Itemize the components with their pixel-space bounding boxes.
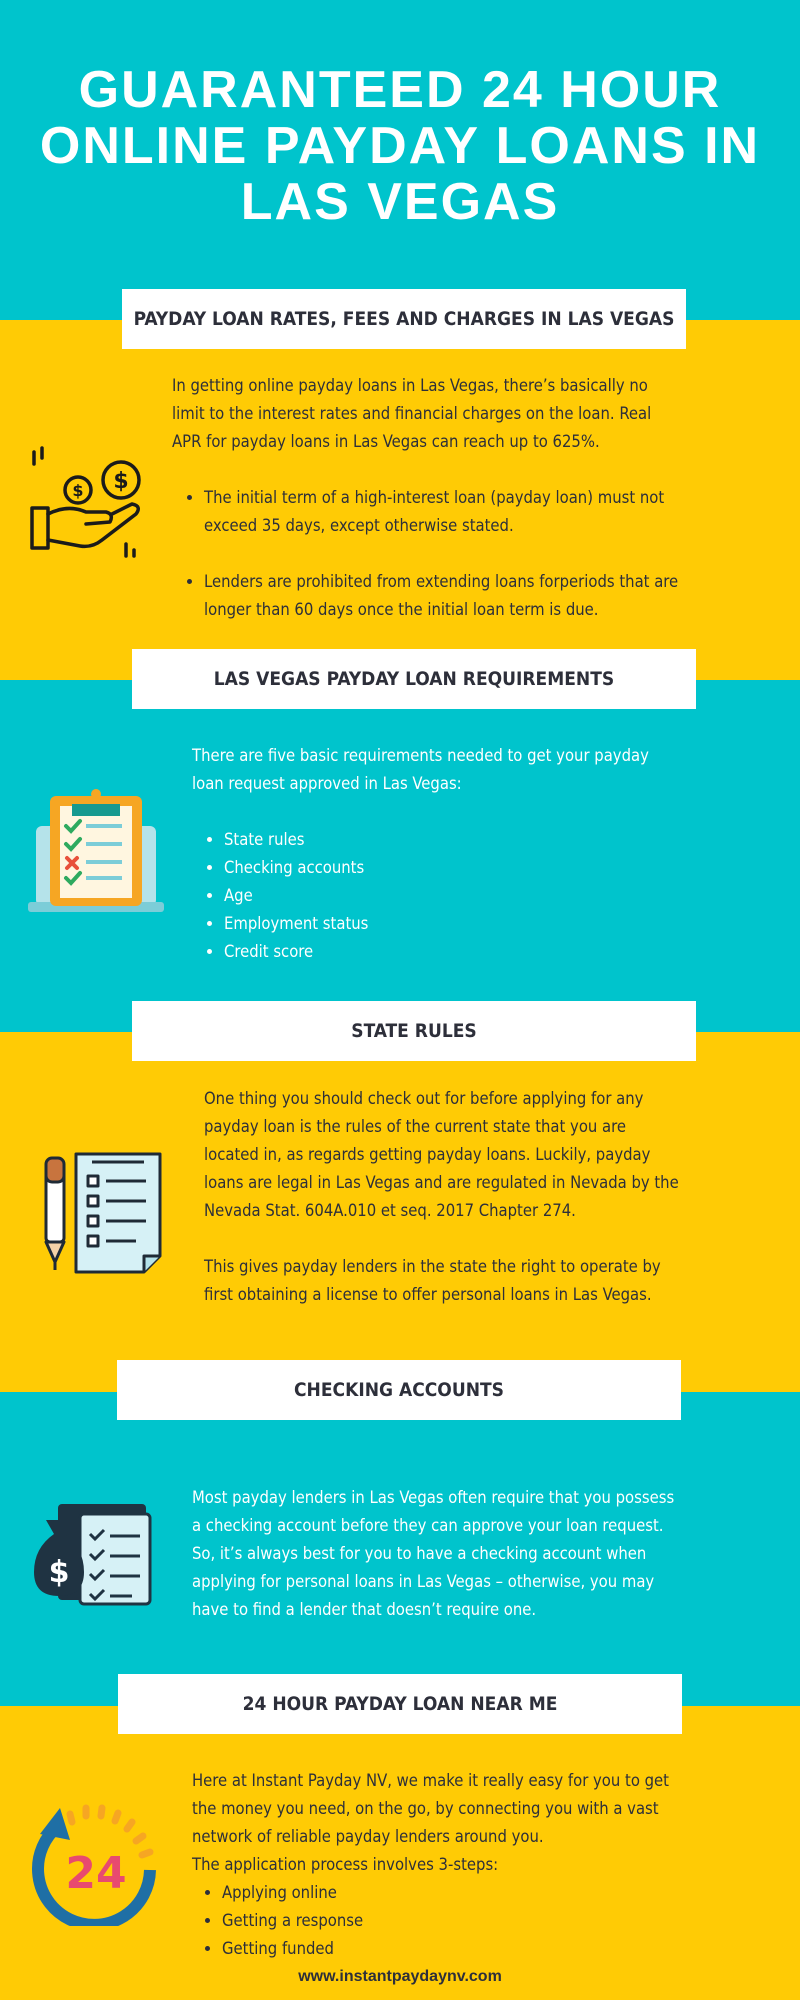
svg-text:$: $ <box>48 1555 70 1590</box>
money-bag-documents-icon <box>32 1500 162 1608</box>
list-item: • Checking accounts <box>224 854 682 882</box>
document-pen-icon <box>40 1150 170 1276</box>
clipboard-checklist-icon <box>28 786 164 922</box>
money-hand-icon <box>28 444 148 564</box>
svg-text:$: $ <box>113 469 129 494</box>
requirements-body <box>192 742 682 966</box>
near-me-body <box>192 1767 682 1963</box>
checking-body <box>192 1484 688 1624</box>
rates-bullet-list <box>172 484 684 624</box>
footer-url-link[interactable]: www.instantpaydaynv.com <box>298 1968 502 1985</box>
near-me-bullet-list <box>192 1879 682 1963</box>
list-item: • The initial term of a high-interest loan (payday loan) must not exceed 35 days, except otherwise stated. <box>204 484 684 540</box>
rates-heading-box <box>122 289 686 349</box>
checking-para: Most payday lenders in Las Vegas often require that you possess a checking account before they can approve your loan request. So, it’s always best for you to have a checking account when applying for personal loans in Las Vegas – otherwise, you may have to find a lender that doesn’t require one. <box>192 1488 675 1619</box>
checking-heading: CHECKING ACCOUNTS <box>294 1379 504 1401</box>
list-item: • Getting funded <box>222 1935 682 1963</box>
list-item: • State rules <box>224 826 682 854</box>
state-rules-body <box>204 1085 682 1309</box>
requirements-heading-box <box>132 649 696 709</box>
24-hour-icon <box>30 1800 160 1926</box>
page-title: GUARANTEED 24 HOUR ONLINE PAYDAY LOANS IN LAS VEGAS <box>39 61 761 231</box>
checking-heading-box <box>117 1360 681 1420</box>
list-item: • Lenders are prohibited from extending loans forperiods that are longer than 60 days once the initial loan term is due. <box>204 568 684 624</box>
state-rules-heading: STATE RULES <box>351 1020 477 1042</box>
list-item: • Age <box>224 882 682 910</box>
requirements-bullet-list <box>192 826 682 966</box>
requirements-intro: There are five basic requirements needed to get your payday loan request approved in Las Vegas: <box>192 746 649 793</box>
state-rules-para-1: One thing you should check out for before applying for any payday loan is the rules of the current state that you are located in, as regards getting payday loans. Luckily, payday loans are legal in Las Vegas and are regulated in Nevada by the Nevada Stat. 604A.010 et seq. 2017 Chapter 274. <box>204 1089 679 1220</box>
near-me-heading-box <box>118 1674 682 1734</box>
svg-text:$: $ <box>72 481 84 500</box>
rates-heading: PAYDAY LOAN RATES, FEES AND CHARGES IN LAS VEGAS <box>133 308 675 330</box>
near-me-para-1: Here at Instant Payday NV, we make it really easy for you to get the money you need, on the go, by connecting you with a vast network of reliable payday lenders around you. <box>192 1771 669 1846</box>
state-rules-heading-box <box>132 1001 696 1061</box>
list-item: • Getting a response <box>222 1907 682 1935</box>
24-hour-icon-text: 24 <box>65 1848 127 1899</box>
requirements-heading: LAS VEGAS PAYDAY LOAN REQUIREMENTS <box>213 668 615 690</box>
rates-intro: In getting online payday loans in Las Vegas, there’s basically no limit to the interest rates and financial charges on the loan. Real APR for payday loans in Las Vegas can reach up to 625%. <box>172 376 652 451</box>
state-rules-para-2: This gives payday lenders in the state the right to operate by first obtaining a license to offer personal loans in Las Vegas. <box>204 1257 661 1304</box>
list-item: • Applying online <box>222 1879 682 1907</box>
rates-body <box>172 372 684 624</box>
list-item: • Employment status <box>224 910 682 938</box>
list-item: • Credit score <box>224 938 682 966</box>
near-me-para-2: The application process involves 3-steps: <box>192 1855 499 1874</box>
near-me-heading: 24 HOUR PAYDAY LOAN NEAR ME <box>242 1693 558 1715</box>
